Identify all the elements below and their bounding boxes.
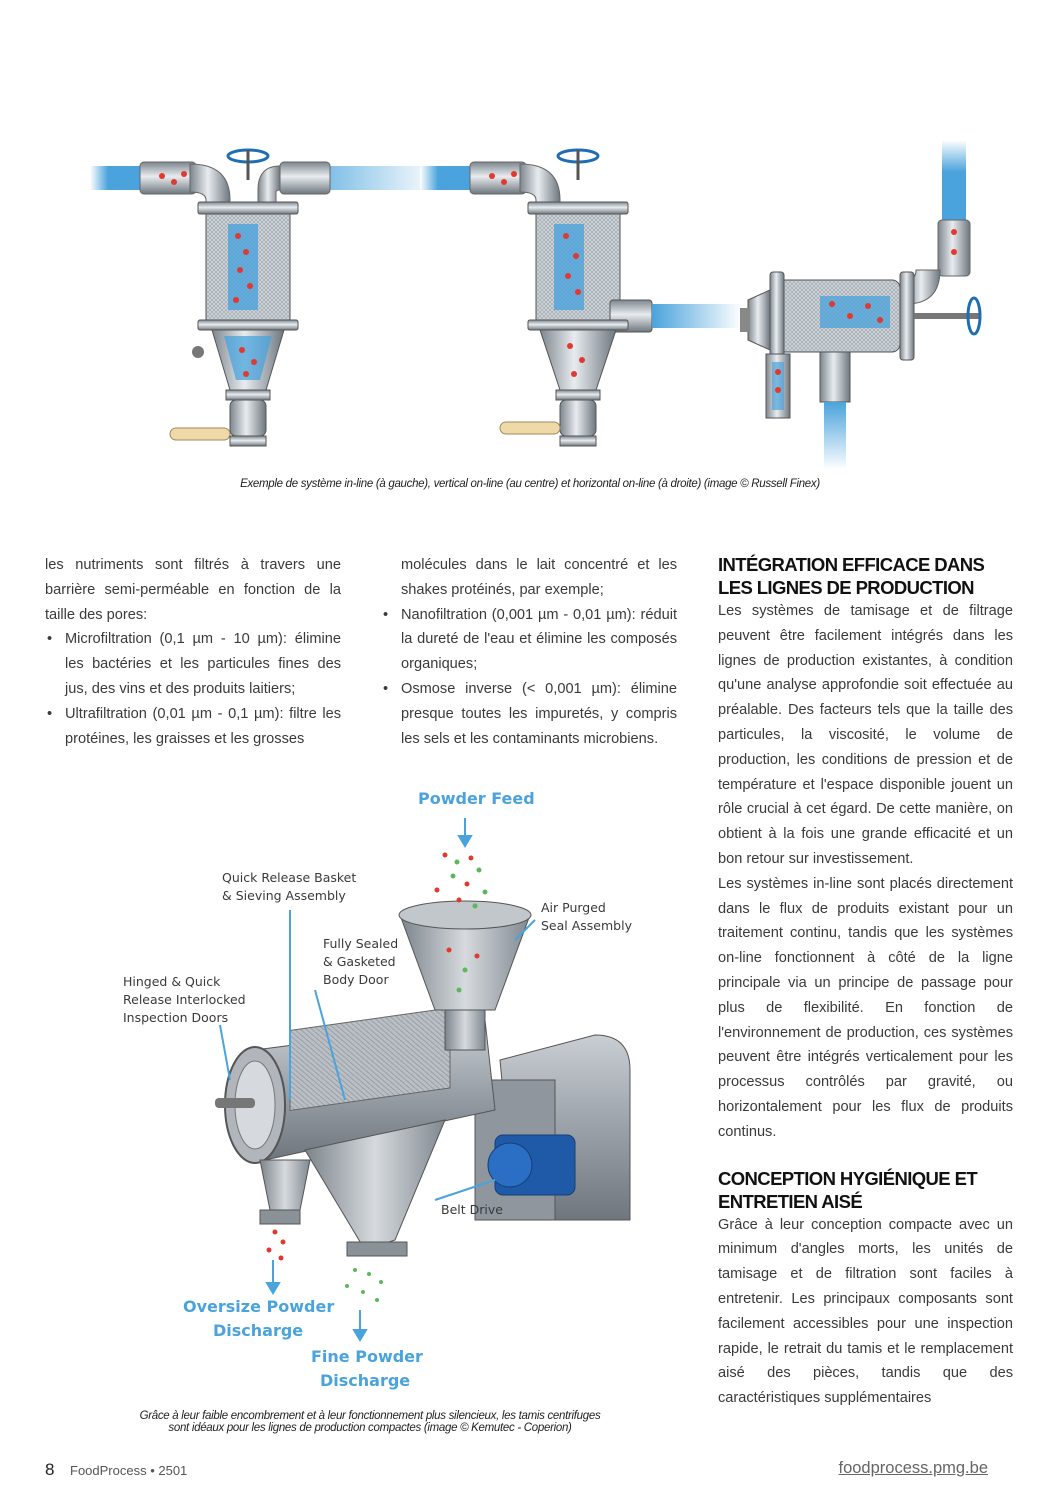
label-sealed-3: Body Door	[323, 972, 389, 987]
inline-sieve-unit	[90, 150, 440, 446]
figure-bottom-caption-line-1: Grâce à leur faible encombrement et à leur fonctionnement plus silencieux, les tamis centrifuges	[139, 1410, 601, 1422]
label-air-2: Seal Assembly	[541, 918, 632, 933]
column-1-intro: les nutriments sont filtrés à travers une barrière semi-perméable en fonction de la taille des pores:	[45, 557, 341, 623]
vertical-online-sieve-unit	[420, 150, 742, 446]
website-link[interactable]: foodprocess.pmg.be	[838, 1459, 988, 1477]
label-fine-2: Discharge	[320, 1371, 411, 1390]
figure-bottom-caption	[60, 1410, 680, 1434]
page-number: 8	[45, 1460, 55, 1479]
label-hinged-3: Inspection Doors	[123, 1010, 229, 1025]
label-air-1: Air Purged	[541, 900, 606, 915]
section-heading-hygiene: CONCEPTION HYGIÉNIQUE ET ENTRETIEN AISÉ	[718, 1167, 978, 1212]
column-3	[718, 553, 1013, 1411]
sieve-systems-illustration	[80, 140, 1000, 470]
figure-bottom-caption-line-2: sont idéaux pour les lignes de production compactes (image © Kemutec - Coperion)	[168, 1422, 572, 1434]
label-sealed-2: & Gasketed	[323, 954, 396, 969]
label-powder-feed: Powder Feed	[418, 789, 535, 808]
label-sealed-1: Fully Sealed	[323, 936, 399, 951]
publication-brand: FoodProcess • 2501	[70, 1463, 188, 1478]
centrifugal-sifter-illustration	[115, 780, 655, 1410]
list-item-continuation: molécules dans le lait concentré et les shakes protéinés, par exemple;	[401, 557, 677, 598]
filtration-list-2	[381, 553, 677, 751]
label-hinged-2: Release Interlocked	[123, 992, 246, 1007]
list-item: • Microfiltration (0,1 µm - 10 µm): élimine les bactéries et les particules fines des jus, des vins et des produits laitiers;	[45, 627, 341, 701]
paragraph: Les systèmes de tamisage et de filtrage peuvent être facilement intégrés dans les lignes de production existantes, à condition qu'une analyse approfondie soit effectuée au préalable. Des facteurs tels que la taille des particules, la viscosité, le volume de production, les conditions de pression et de température et l'espace disponible jouent un rôle crucial à cet égard. De cette manière, on obtient à la fois une grande efficacité et un bon retour sur investissement.	[718, 603, 1013, 867]
label-basket-1: Quick Release Basket	[222, 870, 357, 885]
section-heading-integration: INTÉGRATION EFFICACE DANS LES LIGNES DE PRODUCTION	[718, 554, 985, 598]
list-item: • Nanofiltration (0,001 µm - 0,01 µm): réduit la dureté de l'eau et élimine les composés organiques;	[381, 603, 677, 677]
label-belt-drive: Belt Drive	[441, 1202, 503, 1217]
filtration-list-1	[45, 627, 341, 751]
paragraph: Les systèmes in-line sont placés directement dans le flux de produits existant pour un traitement continu, tandis que les systèmes on-line fonctionnent à côté de la ligne principale via un principe de passage pour plus de flexibilité. En fonction de l'environnement de production, ces systèmes peuvent être intégrés verticalement pour les processus contrôlés par gravité, ou horizontalement pour les flux de produits continus.	[718, 875, 1013, 1140]
column-2	[381, 553, 677, 751]
list-item: • Osmose inverse (< 0,001 µm): élimine presque toutes les impuretés, y compris les sels et les contaminants microbiens.	[381, 677, 677, 751]
label-hinged-1: Hinged & Quick	[123, 974, 221, 989]
label-basket-2: & Sieving Assembly	[222, 888, 346, 903]
list-item: • Ultrafiltration (0,01 µm - 0,1 µm): filtre les protéines, les graisses et les grosses	[45, 702, 341, 752]
column-1	[45, 553, 341, 751]
label-oversize-1: Oversize Powder	[183, 1297, 335, 1316]
label-oversize-2: Discharge	[213, 1321, 304, 1340]
label-fine-1: Fine Powder	[311, 1347, 423, 1366]
horizontal-online-sieve-unit	[740, 140, 980, 470]
figure-top-caption: Exemple de système in-line (à gauche), vertical on-line (au centre) et horizontal on-line (à droite) (image © Russell Finex)	[240, 478, 820, 490]
paragraph: Grâce à leur conception compacte avec un minimum d'angles morts, les unités de tamisage et de filtration sont faciles à entretenir. Les principaux composants sont facilement accessibles pour une inspection rapide, le retrait du tamis et le remplacement aisé des pièces, tandis que des caractéristiques supplémentaires	[718, 1216, 1013, 1407]
